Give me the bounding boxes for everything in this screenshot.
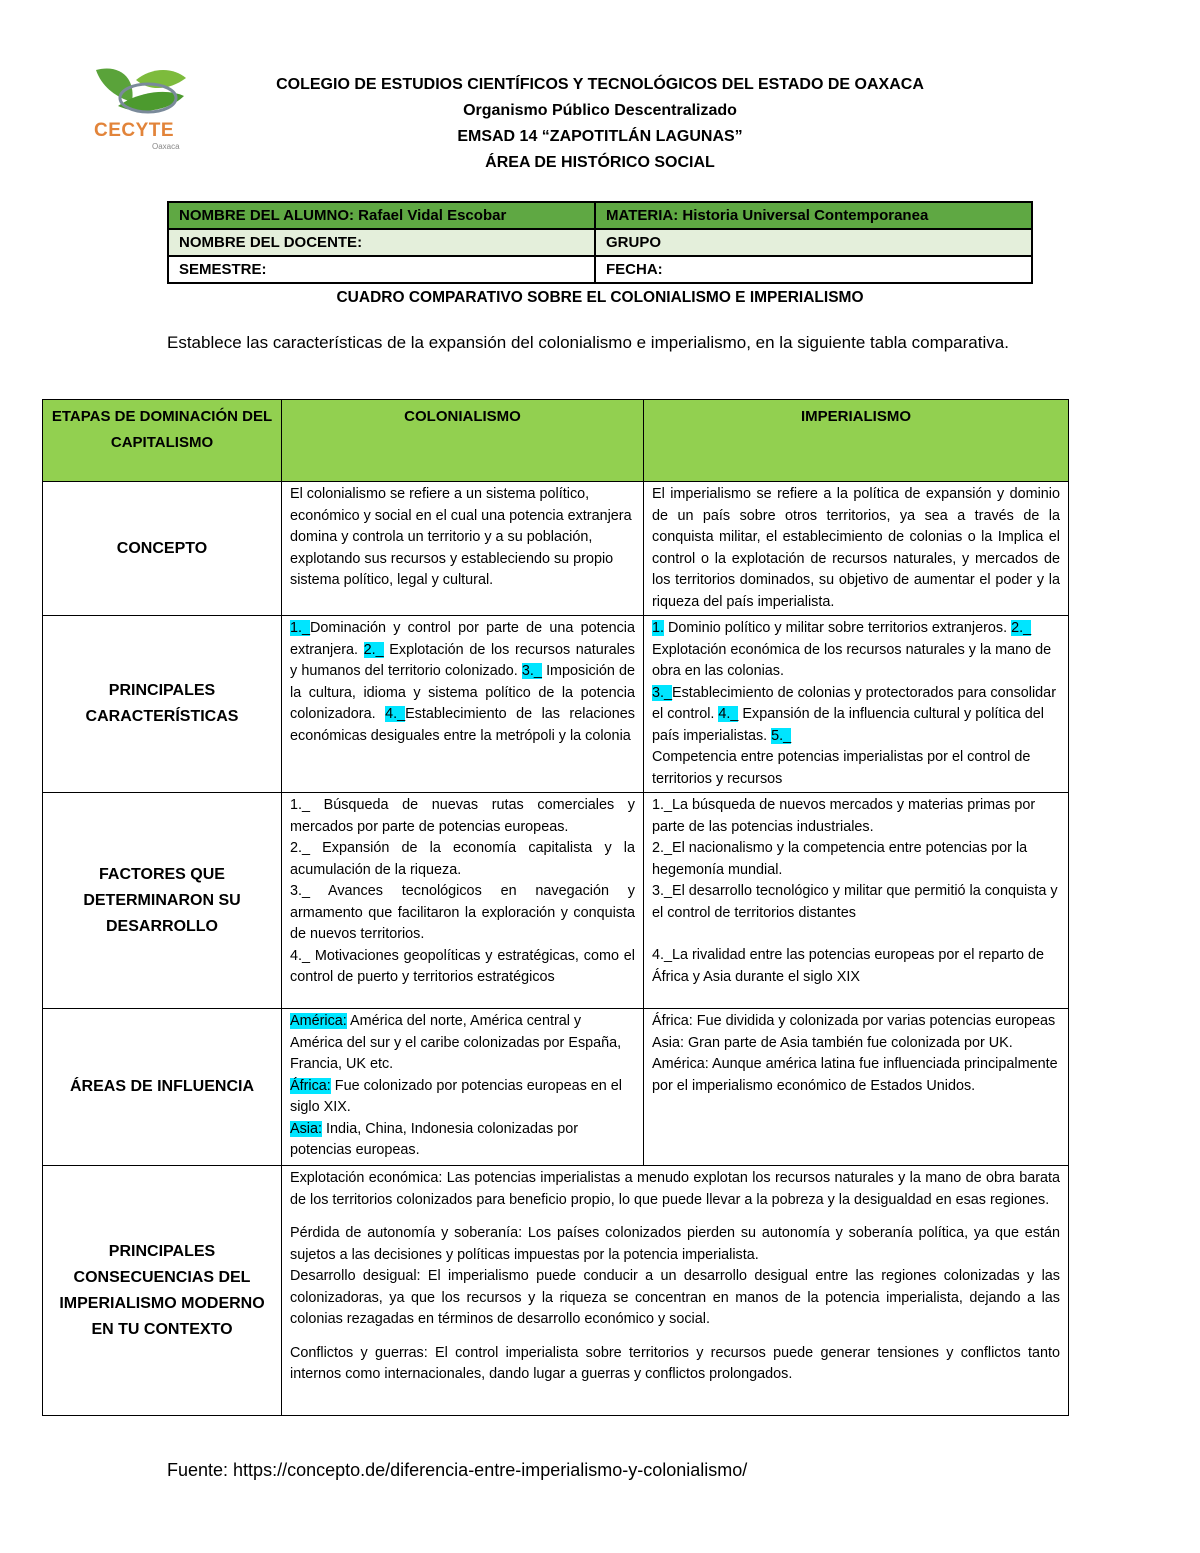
paragraph: Desarrollo desigual: El imperialismo puede conducir a un desarrollo desigual entre las regiones colonizadas y las colonizadoras, ya que los recursos y la riqueza se concentran en manos de la potencia imperialista, dejando a las colonias rezagadas en términos de desarrollo económico y social. — [290, 1268, 1060, 1327]
list-item: Dominación y control por parte de una potencia extranjera. — [290, 620, 635, 658]
table-row-caracteristicas — [43, 616, 1069, 793]
list-item: Establecimiento de las relaciones económicas desiguales entre la metrópoli y la colonia — [290, 706, 636, 744]
list-item: África: Fue dividida y colonizada por varias potencias europeas — [652, 1013, 1056, 1029]
region-text: India, China, Indonesia colonizadas por potencias europeas. — [290, 1120, 579, 1158]
paragraph: Pérdida de autonomía y soberanía: Los países colonizados pierden su autonomía y soberanía política, ya que están sujetos a las decisiones y políticas impuestas por la potencia imperialista. — [290, 1225, 1060, 1263]
number-marker: 4._ — [385, 706, 406, 722]
paragraph: Conflictos y guerras: El control imperialista sobre territorios y recursos puede generar tensiones y conflictos tanto internos como internacionales, dando lugar a guerras y conflictos prolongados. — [290, 1344, 1060, 1382]
student-info-table — [167, 201, 1033, 284]
comparative-table — [42, 399, 1069, 1416]
number-marker: 3._ — [652, 684, 673, 701]
document-title: CUADRO COMPARATIVO SOBRE EL COLONIALISMO E IMPERIALISMO — [336, 289, 864, 306]
logo-subtext: Oaxaca — [152, 142, 180, 151]
header-etapas: ETAPAS DE DOMINACIÓN DEL CAPITALISMO — [43, 400, 282, 482]
subject-cell: MATERIA: Historia Universal Contemporanea — [595, 202, 1032, 229]
list-item: Expansión de la influencia cultural y política del país imperialistas. — [652, 706, 1044, 744]
teacher-cell: NOMBRE DEL DOCENTE: — [168, 229, 595, 256]
areas-imperialismo — [644, 1009, 1069, 1166]
table-row-consecuencias — [43, 1166, 1069, 1416]
row-label-consecuencias: PRINCIPALES CONSECUENCIAS DEL IMPERIALISMO MODERNO EN TU CONTEXTO — [43, 1166, 282, 1416]
header-imperialismo: IMPERIALISMO — [644, 400, 1069, 482]
number-marker: 3._ — [521, 663, 542, 679]
instructions: Establece las características de la expansión del colonialismo e imperialismo, en la siguiente tabla comparativa. — [167, 333, 1009, 352]
region-text: América del norte, América central y América del sur y el caribe colonizadas por España, Francia, UK etc. — [290, 1013, 622, 1072]
table-header-row — [43, 400, 1069, 482]
list-item — [290, 1011, 635, 1076]
list-item — [290, 1119, 635, 1162]
list-item: Explotación económica de los recursos naturales y la mano de obra en las colonias. — [652, 641, 1052, 679]
list-item: 3._ Avances tecnológicos en navegación y armamento que facilitaron la exploración y conquista de nuevos territorios. — [290, 883, 635, 942]
list-item: Imposición de la cultura, idioma y sistema político de la potencia colonizadora. — [290, 663, 635, 722]
student-name-cell: NOMBRE DEL ALUMNO: Rafael Vidal Escobar — [168, 202, 595, 229]
list-item: América: Aunque américa latina fue influenciada principalmente por el imperialismo económico de Estados Unidos. — [652, 1056, 1058, 1094]
institution-header — [200, 72, 1000, 176]
list-item: Explotación de los recursos naturales y humanos del territorio colonizado. — [290, 641, 635, 679]
header-line-2: Organismo Público Descentralizado — [463, 102, 737, 119]
source-citation: Fuente: https://concepto.de/diferencia-entre-imperialismo-y-colonialismo/ — [167, 1460, 748, 1480]
header-colonialismo: COLONIALISMO — [282, 400, 644, 482]
list-item: 2._El nacionalismo y la competencia entre potencias por la hegemonía mundial. — [652, 840, 1028, 878]
logo-text: CECYTE — [94, 120, 175, 141]
number-marker: 4._ — [718, 706, 739, 722]
list-item: Asia: Gran parte de Asia también fue colonizada por UK. — [652, 1034, 1013, 1051]
list-item: 4._La rivalidad entre las potencias europeas por el reparto de África y Asia durante el siglo XIX — [652, 947, 1044, 985]
header-line-3: EMSAD 14 “ZAPOTITLÁN LAGUNAS” — [457, 128, 743, 145]
table-row-concepto — [43, 482, 1069, 616]
caracteristicas-colonialismo — [282, 616, 644, 793]
header-line-1: COLEGIO DE ESTUDIOS CIENTÍFICOS Y TECNOLÓGICOS DEL ESTADO DE OAXACA — [276, 76, 924, 93]
row-label-concepto: CONCEPTO — [43, 482, 282, 616]
list-item: 4._ Motivaciones geopolíticas y estratégicas, como el control de puerto y territorios estratégicos — [290, 947, 635, 985]
row-label-caracteristicas: PRINCIPALES CARACTERÍSTICAS — [43, 616, 282, 793]
list-item: Dominio político y militar sobre territorios extranjeros. — [664, 620, 1008, 636]
region-label: América: — [290, 1013, 347, 1029]
table-row-areas — [43, 1009, 1069, 1166]
consecuencias-content — [282, 1166, 1069, 1416]
region-label: Asia: — [290, 1120, 322, 1137]
list-item: 1._La búsqueda de nuevos mercados y materias primas por parte de las potencias industriales. — [652, 797, 1036, 835]
areas-colonialismo — [282, 1009, 644, 1166]
number-marker: 2._ — [1011, 620, 1032, 636]
concepto-imperialismo: El imperialismo se refiere a la política de expansión y dominio de un país sobre otros territorios, ya sea a través de la conquista militar, el establecimiento de colonias o la Implica el control o la explotación de recursos naturales, y mercados de los territorios dominados, su objetivo de aumentar el poder y la riqueza del país imperialista. — [644, 482, 1069, 616]
number-marker: 1. — [652, 620, 665, 636]
region-text: Fue colonizado por potencias europeas en el siglo XIX. — [290, 1077, 623, 1115]
header-line-4: ÁREA DE HISTÓRICO SOCIAL — [485, 154, 715, 171]
list-item: 1._ Búsqueda de nuevas rutas comerciales y mercados por parte de potencias europeas. — [290, 797, 635, 835]
date-cell: FECHA: — [595, 256, 1032, 283]
cecyte-logo — [88, 62, 200, 154]
paragraph: Explotación económica: Las potencias imperialistas a menudo explotan los recursos naturales y la mano de obra barata de los territorios colonizados para beneficio propio, lo que puede llevar a la pobreza y la desigualdad en esas regiones. — [290, 1170, 1060, 1208]
table-row-factores — [43, 793, 1069, 1009]
group-cell: GRUPO — [595, 229, 1032, 256]
number-marker: 2._ — [363, 641, 384, 658]
list-item: Establecimiento de colonias y protectorados para consolidar el control. — [652, 684, 1056, 722]
number-marker: 1._ — [290, 620, 311, 636]
region-label: África: — [290, 1077, 331, 1094]
number-marker: 5._ — [771, 727, 792, 744]
concepto-colonialismo: El colonialismo se refiere a un sistema político, económico y social en el cual una potencia extranjera domina y controla un territorio y a su población, explotando sus recursos y estableciendo su propio sistema político, legal y cultural. — [282, 482, 644, 616]
caracteristicas-imperialismo — [644, 616, 1069, 793]
list-item: 3._El desarrollo tecnológico y militar que permitió la conquista y el control de territorios distantes — [652, 883, 1058, 921]
factores-colonialismo — [282, 793, 644, 1009]
list-item: 2._ Expansión de la economía capitalista y la acumulación de la riqueza. — [290, 840, 635, 878]
row-label-factores: FACTORES QUE DETERMINARON SU DESARROLLO — [43, 793, 282, 1009]
row-label-areas: ÁREAS DE INFLUENCIA — [43, 1009, 282, 1166]
semester-cell: SEMESTRE: — [168, 256, 595, 283]
list-item: Competencia entre potencias imperialistas por el control de territorios y recursos — [652, 749, 1031, 787]
list-item — [290, 1076, 635, 1119]
factores-imperialismo — [644, 793, 1069, 1009]
